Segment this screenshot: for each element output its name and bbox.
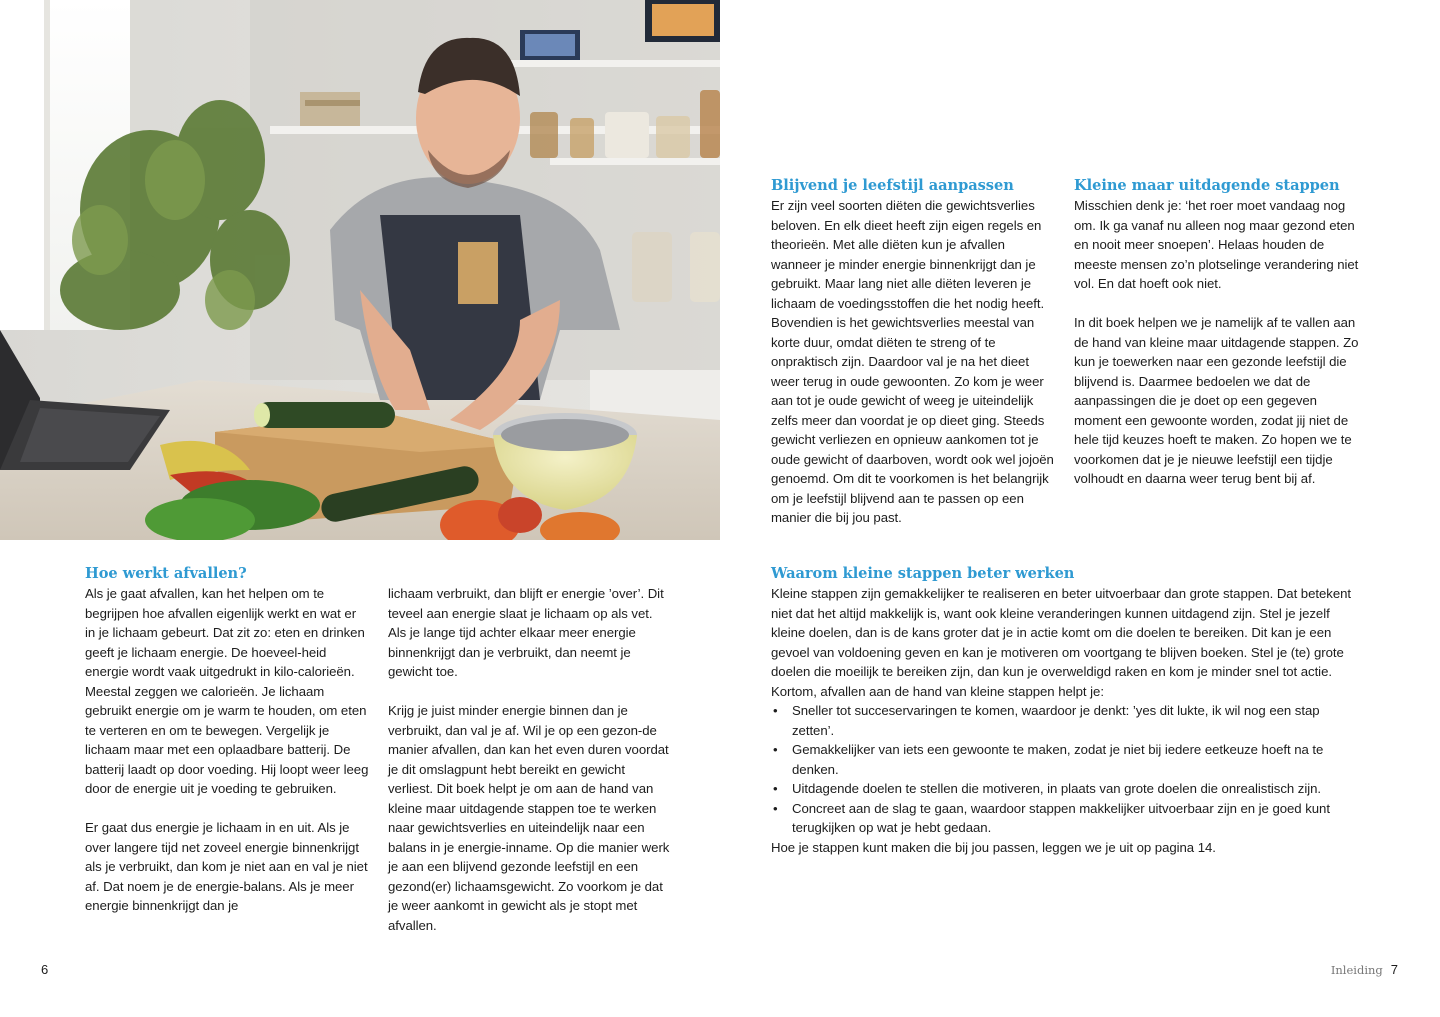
- paragraph: Kleine stappen zijn gemakkelijker te realiseren en beter uitvoerbaar dan grote stappen. Dat betekent niet dat het altijd makkelijk is, want ook kleine veranderingen kunnen uitdagend zijn. Stel je jezelf kleine doelen, dan is de kans groter dat je in actie komt om die doelen te bereiken. Dit kan je een gevoel van voldoening geven en kan je motiveren om voortgang te blijven boeken. Stel je (te) grote doelen die moeilijk te bereiken zijn, dan kun je overweldigd raken en kom je minder snel tot actie. Kortom, afvallen aan de hand van kleine stappen helpt je:: [771, 586, 1352, 699]
- page-number-right: 7: [1390, 962, 1398, 977]
- running-section-name: Inleiding: [1330, 963, 1383, 977]
- paragraph: lichaam verbruikt, dan blijft er energie ’over’. Dit teveel aan energie slaat je lichaam op als vet. Als je lange tijd achter elkaar meer energie binnenkrijgt dan je verbruikt, dan neemt je gewicht toe.: [388, 586, 664, 679]
- paragraph: Misschien denk je: ‘het roer moet vandaag nog om. Ik ga vanaf nu alleen nog maar gezond eten en nooit meer snoepen’. Helaas houden de meeste mensen zo’n plotselinge verandering niet vol. En dat hoeft ook niet.: [1074, 198, 1359, 291]
- right-column-1: [771, 176, 1055, 528]
- left-column-2: [388, 584, 672, 935]
- list-item: • Uitdagende doelen te stellen die motiveren, in plaats van grote doelen die onrealistisch zijn.: [771, 779, 1361, 799]
- list-item: • Gemakkelijker van iets een gewoonte te maken, zodat je niet bij iedere eetkeuze hoeft na te denken.: [771, 740, 1361, 779]
- folio-right: [1331, 962, 1398, 978]
- paragraph: Als je gaat afvallen, kan het helpen om te begrijpen hoe afvallen eigenlijk werkt en wat er in je lichaam gebeurt. Dat zit zo: eten en drinken geeft je lichaam energie. De hoeveel-heid energie wordt vaak uitgedrukt in kilo-calorieën. Meestal zeggen we calorieën. Je lichaam gebruikt energie om je warm te houden, om eten te verteren en om te bewegen. Vergelijk je lichaam maar met een oplaadbare batterij. De batterij laadt op door voeding. Hij loopt weer leeg door de energie uit je voeding te gebruiken.: [85, 586, 369, 796]
- right-column-2: [1074, 176, 1360, 489]
- list-item: • Concreet aan de slag te gaan, waardoor stappen makkelijker uitvoerbaar zijn en je goed kunt terugkijken op wat je hebt gedaan.: [771, 799, 1361, 838]
- kitchen-photo: [0, 0, 720, 540]
- paragraph: In dit boek helpen we je namelijk af te vallen aan de hand van kleine maar uitdagende stappen. Zo kun je toewerken naar een gezonde leefstijl die blijvend is. Daarmee bedoelen we dat de aanpassingen die je doet op een gegeven moment een gewoonte worden, zodat jij niet de hele tijd keuzes hoeft te maken. Zo hopen we te voorkomen dat je je nieuwe leefstijl een tijdje volhoudt en daarna weer terug bent bij af.: [1074, 315, 1359, 486]
- list-item: • Sneller tot succeservaringen te komen, waardoor je denkt: ’yes dit lukte, ik wil nog een stap zetten’.: [771, 701, 1361, 740]
- paragraph: Er zijn veel soorten diëten die gewichtsverlies beloven. En elk dieet heeft zijn eigen regels en theorieën. Met alle diëten kun je afvallen wanneer je minder energie binnenkrijgt dan je gebruikt. Maar lang niet alle diëten leveren je lichaam de voedingsstoffen die het nodig heeft. Bovendien is het gewichtsverlies meestal van korte duur, omdat diëten te streng of te onpraktisch zijn. Daardoor val je na het dieet weer terug in oude gewoonten. Zo kom je weer aan tot je oude gewicht of weeg je uiteindelijk zelfs meer dan voordat je op dieet ging. Steeds gewicht verliezen en opnieuw aankomen tot je oude gewicht of daarboven, wordt ook wel jojoën genoemd. Om dit te voorkomen is het belangrijk om je leefstijl blijvend aan te passen op een manier die bij jou past.: [771, 198, 1054, 525]
- bullet-list: [771, 701, 1361, 838]
- right-wide-column: [771, 564, 1361, 857]
- section-heading-waarom: Waarom kleine stappen beter werken: [771, 565, 1075, 582]
- page-number-left: 6: [41, 962, 49, 977]
- section-heading-hoe-werkt-afvallen: Hoe werkt afvallen?: [85, 565, 247, 582]
- paragraph: Krijg je juist minder energie binnen dan je verbruikt, dan val je af. Wil je op een gezon-de manier afvallen, dan kan het even duren voordat je dit omslagpunt hebt bereikt en gewicht verliest. Dit boek helpt je om aan de hand van kleine maar uitdagende stappen toe te werken naar gewichtsverlies en uiteindelijk naar een balans in je energie-inname. Op die manier werk je aan een blijvend gezonde leefstijl en een gezond(er) lichaamsgewicht. Zo voorkom je dat je weer aankomt in gewicht als je stopt met afvallen.: [388, 703, 670, 933]
- left-column-1: [85, 564, 369, 916]
- paragraph: Er gaat dus energie je lichaam in en uit. Als je over langere tijd net zoveel energie binnenkrijgt als je verbruikt, dan kom je niet aan en val je niet af. Dat noem je de energie-balans. Als je meer energie binnenkrijgt dan je: [85, 820, 368, 913]
- section-heading-blijvend: Blijvend je leefstijl aanpassen: [771, 177, 1014, 194]
- section-heading-kleine-stappen: Kleine maar uitdagende stappen: [1074, 177, 1340, 194]
- paragraph: Hoe je stappen kunt maken die bij jou passen, leggen we je uit op pagina 14.: [771, 839, 1216, 855]
